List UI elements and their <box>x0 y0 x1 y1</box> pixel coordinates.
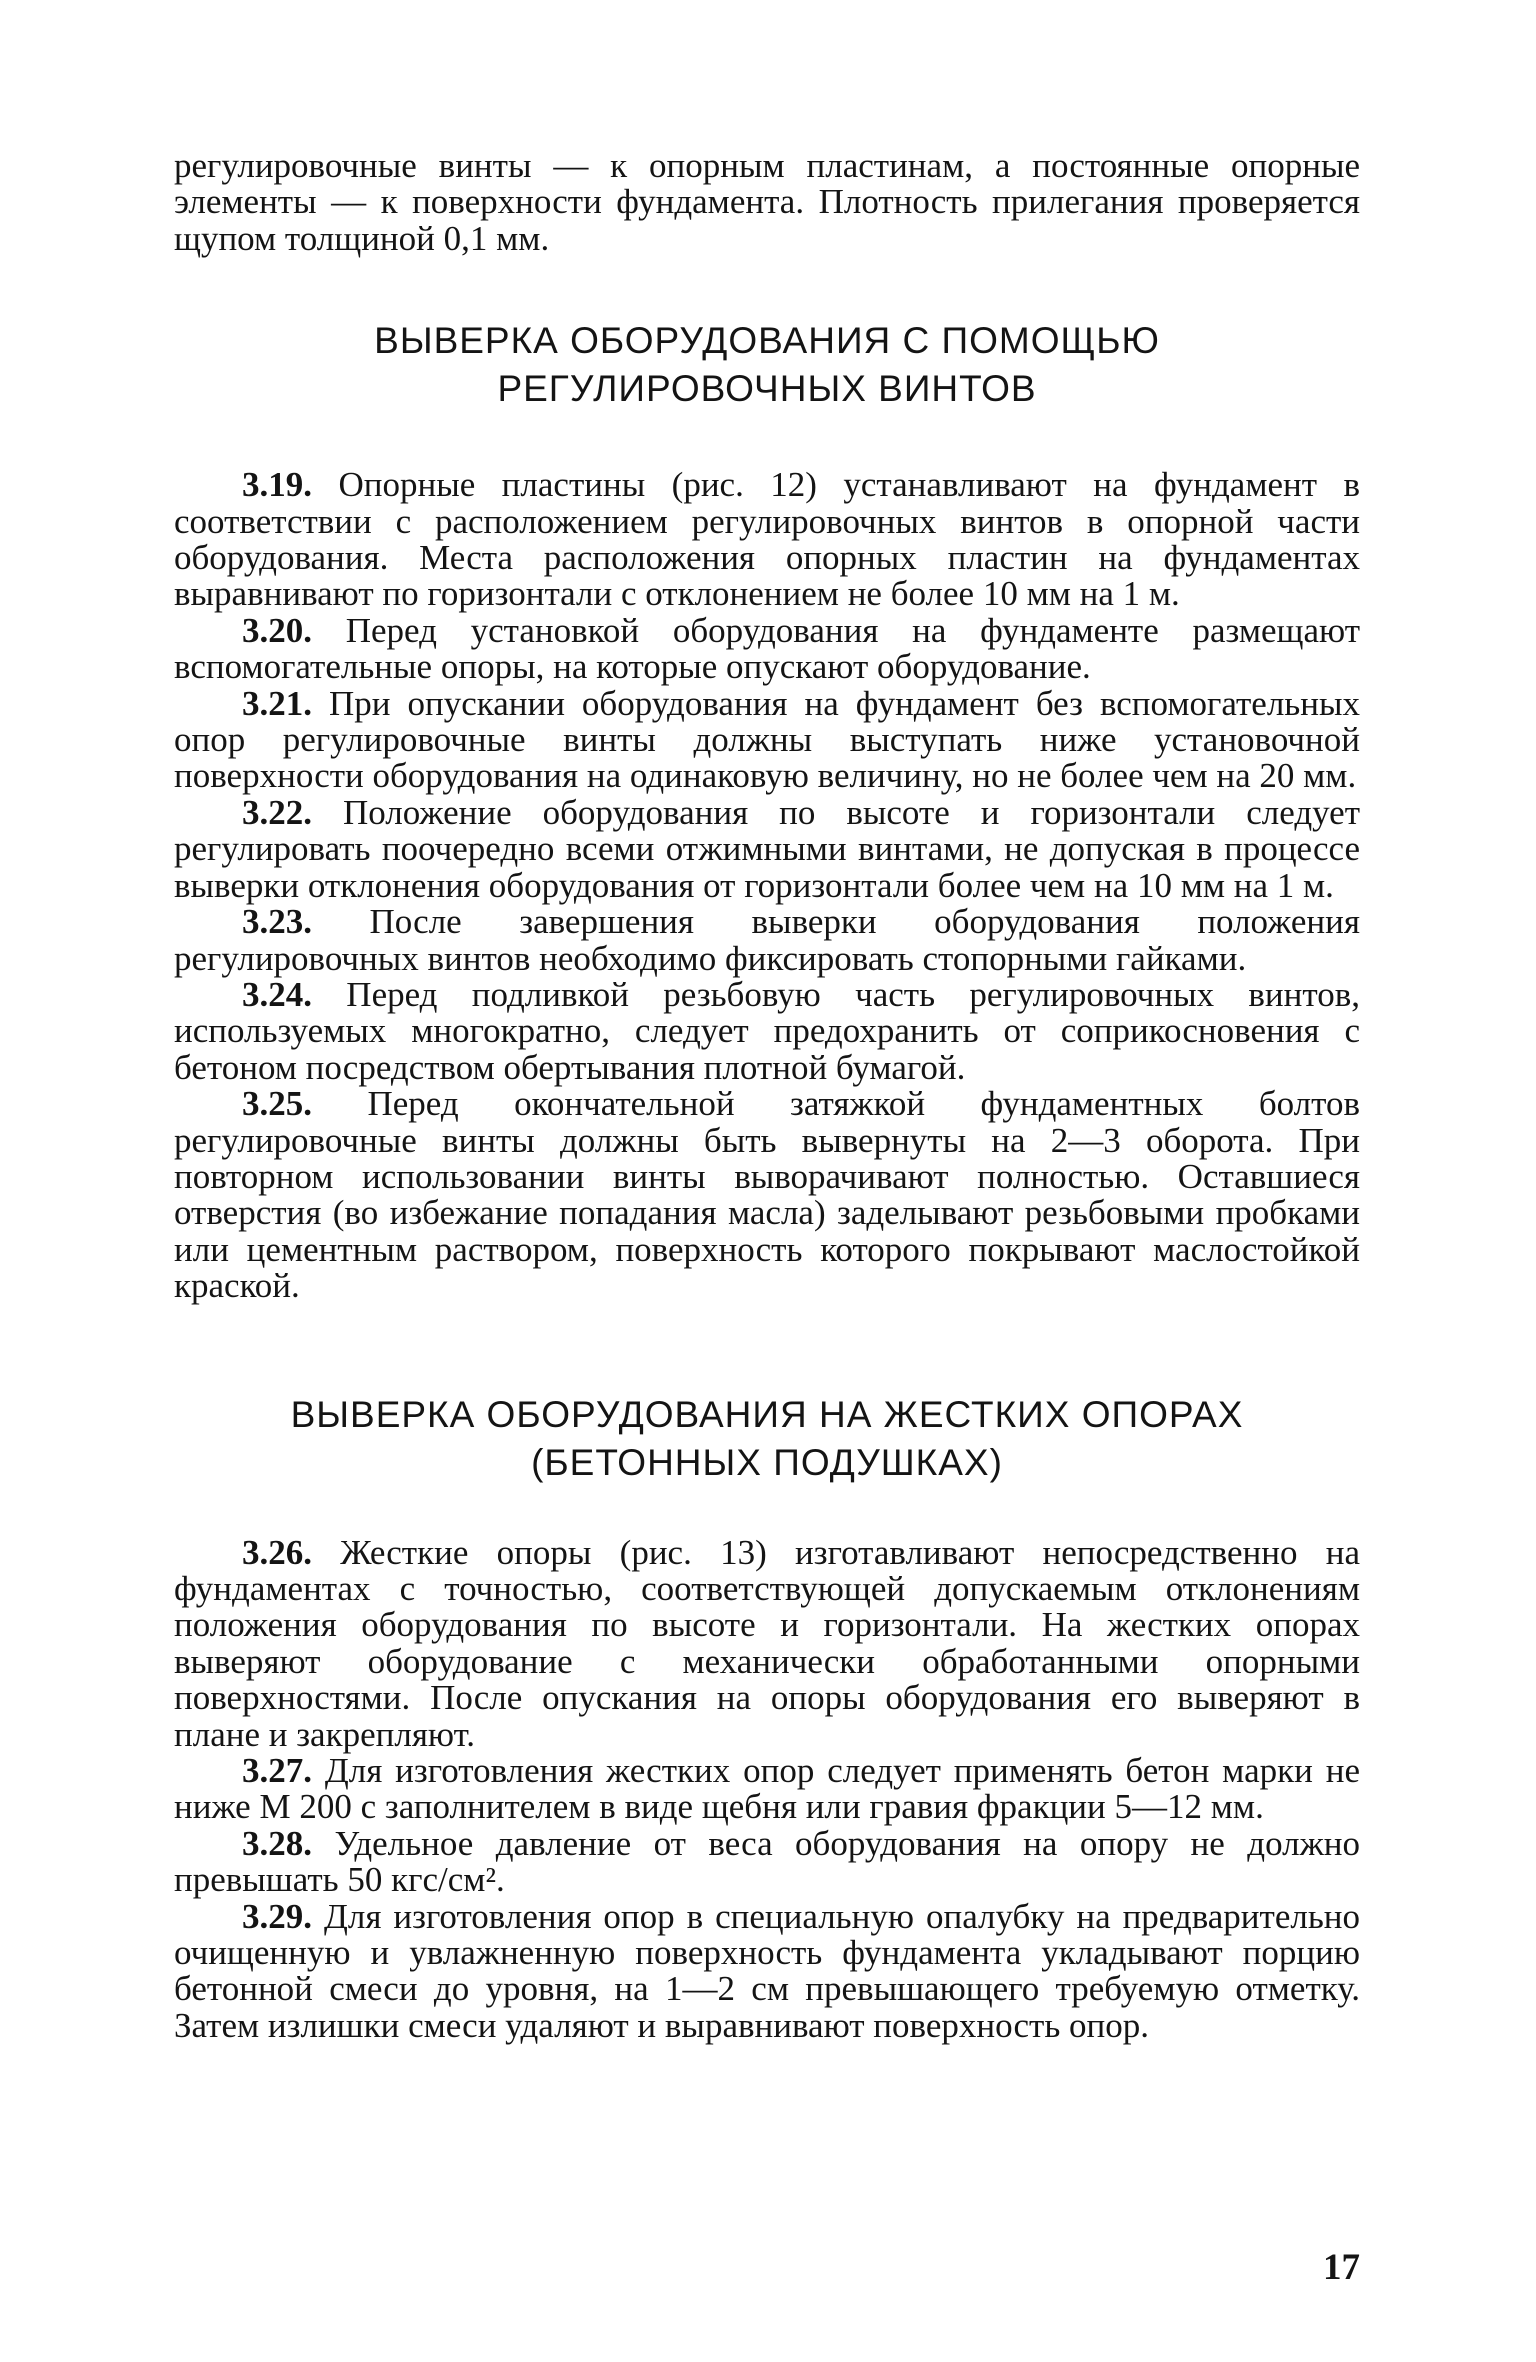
page-body <box>174 148 1360 2044</box>
clause-number: 3.24. <box>242 974 312 1014</box>
clause-text: Опорные пластины (рис. 12) устанавливают на фундамент в соответствии с расположением регулировочных винтов в опорной части оборудования. Места расположения опорных пластин на фундаментах выравнивают по горизонтали с отклонением не более 10 мм на 1 м. <box>174 465 1360 614</box>
clause-number: 3.19. <box>242 465 312 505</box>
clause-number: 3.23. <box>242 902 312 942</box>
intro-paragraph: регулировочные винты — к опорным пластинам, а постоянные опорные элементы — к поверхности фундамента. Плотность прилегания проверяется щупом толщиной 0,1 мм. <box>174 146 1360 258</box>
clause-3-19 <box>174 467 1360 613</box>
clause-number: 3.27. <box>242 1751 312 1790</box>
clause-3-20 <box>174 610 1360 687</box>
clause-text: Удельное давление от веса оборудования на опору не должно превышать 50 кгс/см². <box>174 1823 1360 1900</box>
clause-3-21 <box>174 683 1361 796</box>
clause-text: После завершения выверки оборудования положения регулировочных винтов необходимо фиксировать стопорными гайками. <box>174 902 1360 978</box>
clause-3-29 <box>174 1896 1361 2045</box>
clause-text: Для изготовления жестких опор следует применять бетон марки не ниже М 200 с заполнителем в виде щебня или гравия фракции 5—12 мм. <box>174 1751 1360 1827</box>
clause-number: 3.25. <box>242 1084 312 1124</box>
clause-text: Перед подливкой резьбовую часть регулировочных винтов, используемых многократно, следует предохранить от соприкосновения с бетоном посредством обертывания плотной бумагой. <box>174 974 1360 1087</box>
heading-line: РЕГУЛИРОВОЧНЫХ ВИНТОВ <box>497 368 1037 410</box>
heading-line: (БЕТОННЫХ ПОДУШКАХ) <box>531 1441 1003 1483</box>
clause-text: Положение оборудования по высоте и горизонтали следует регулировать поочередно всеми отжимными винтами, не допуская в процессе выверки отклонения оборудования от горизонтали более чем на 10 мм на 1 м. <box>174 792 1361 905</box>
clause-3-24 <box>174 974 1360 1087</box>
clause-number: 3.21. <box>242 683 312 723</box>
clause-text: При опускании оборудования на фундамент без вспомогательных опор регулировочные винты должны выступать ниже установочной поверхности оборудования на одинаковую величину, но не более чем на 20 мм. <box>174 683 1361 796</box>
clause-number: 3.26. <box>242 1532 312 1572</box>
clause-3-27 <box>174 1753 1360 1826</box>
clause-3-23 <box>174 904 1360 977</box>
clause-3-26 <box>174 1532 1360 1754</box>
clause-number: 3.20. <box>242 610 312 650</box>
page-number: 17 <box>1323 2247 1360 2288</box>
section-heading-rigid-supports <box>174 1391 1360 1487</box>
clause-text: Жесткие опоры (рис. 13) изготавливают непосредственно на фундаментах с точностью, соответствующей допускаемым отклонениям положения оборудования по высоте и горизонтали. На жестких опорах выверяют оборудование с механически обработанными опорными поверхностями. После опускания на опоры оборудования его выверяют в плане и закрепляют. <box>174 1532 1360 1754</box>
clause-3-22 <box>174 792 1361 905</box>
heading-line: ВЫВЕРКА ОБОРУДОВАНИЯ С ПОМОЩЬЮ <box>374 320 1160 362</box>
section-heading-adjusting-screws <box>174 317 1360 413</box>
clause-number: 3.29. <box>242 1896 312 1936</box>
clause-number: 3.22. <box>242 792 312 832</box>
clause-3-25 <box>174 1086 1360 1304</box>
clause-number: 3.28. <box>242 1823 312 1863</box>
clause-3-28 <box>174 1823 1360 1900</box>
heading-line: ВЫВЕРКА ОБОРУДОВАНИЯ НА ЖЕСТКИХ ОПОРАХ <box>290 1393 1244 1435</box>
clause-text: Перед окончательной затяжкой фундаментных болтов регулировочные винты должны быть вывернуты на 2—3 оборота. При повторном использовании винты выворачивают полностью. Оставшиеся отверстия (во избежание попадания масла) заделывают резьбовыми пробками или цементным раствором, поверхность которого покрывают маслостойкой краской. <box>174 1084 1361 1306</box>
clause-text: Перед установкой оборудования на фундаменте размещают вспомогательные опоры, на которые опускают оборудование. <box>174 610 1360 687</box>
clause-text: Для изготовления опор в специальную опалубку на предварительно очищенную и увлажненную поверхность фундамента укладывают порцию бетонной смеси до уровня, на 1—2 см превышающего требуемую отметку. Затем излишки смеси удаляют и выравнивают поверхность опор. <box>174 1896 1361 2045</box>
